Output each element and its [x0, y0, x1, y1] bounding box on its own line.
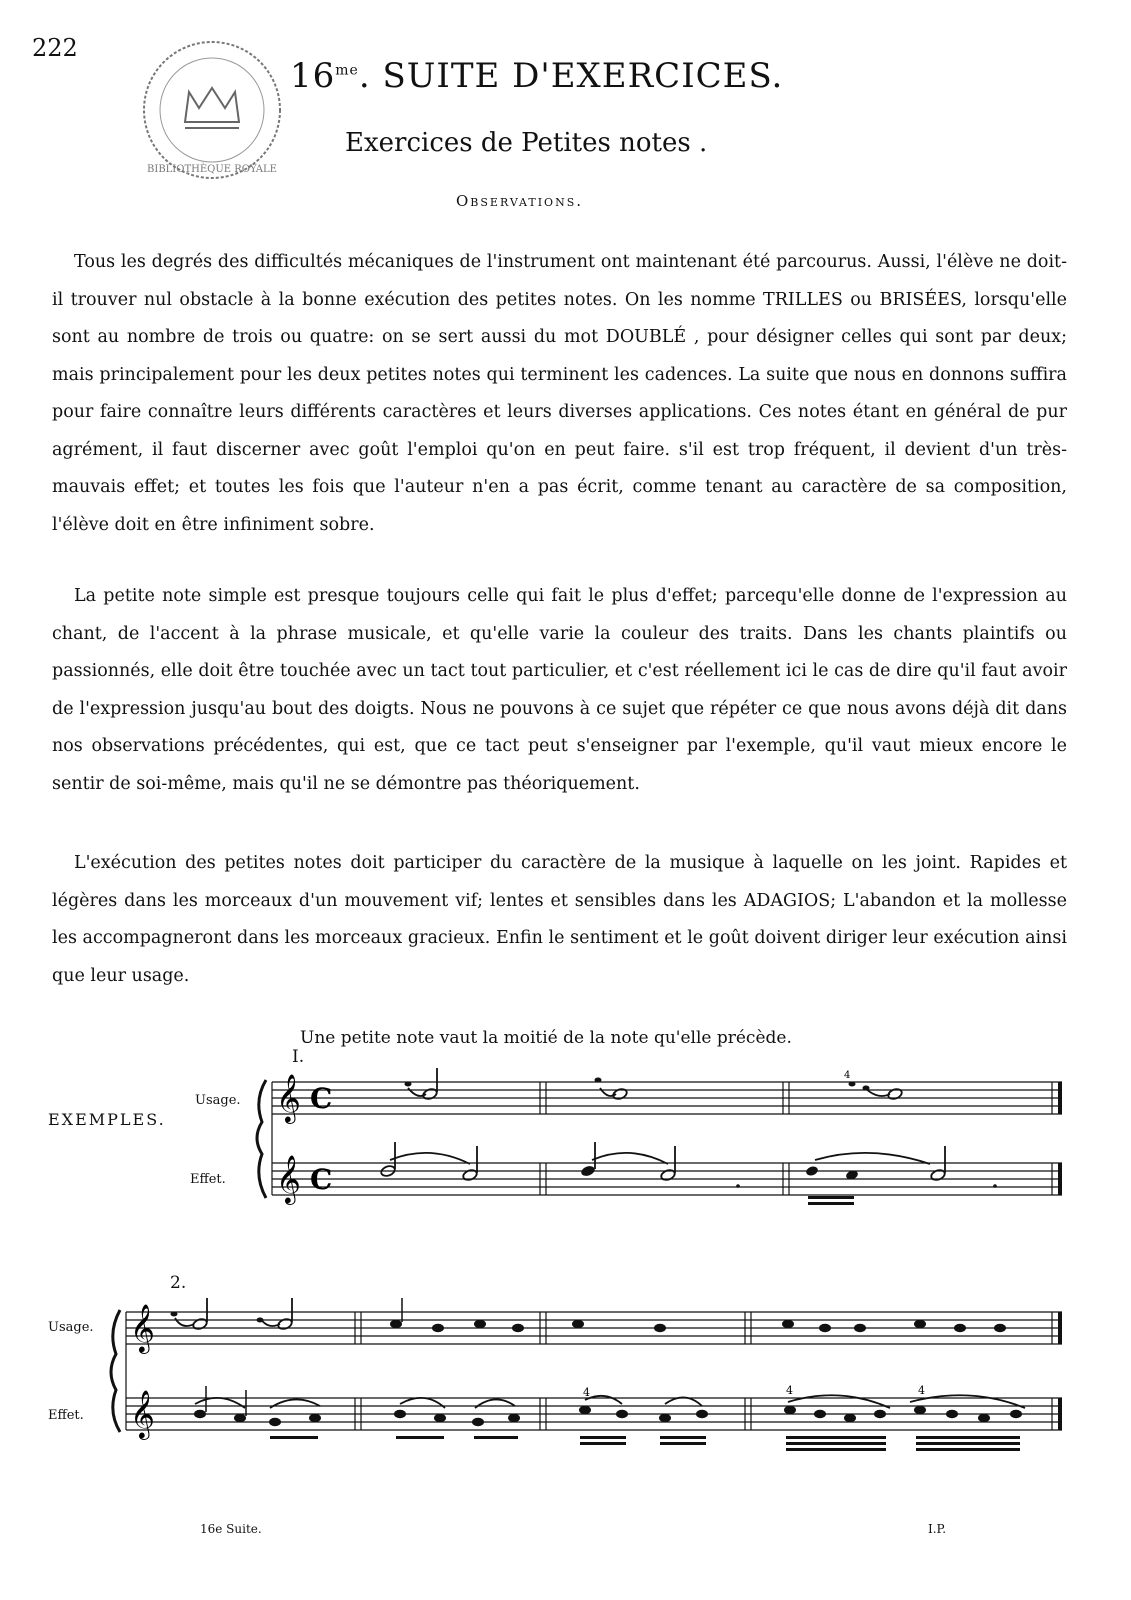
- example-1-usage-label: Usage.: [195, 1093, 241, 1108]
- note: [508, 1414, 520, 1422]
- note: [474, 1320, 486, 1328]
- slur: [585, 1396, 622, 1404]
- beam: [786, 1436, 886, 1439]
- note: [192, 1317, 208, 1330]
- example-2-effet-label: Effet.: [48, 1408, 84, 1423]
- note: [234, 1414, 246, 1422]
- treble-clef-icon: 𝄞: [276, 1073, 301, 1122]
- fingering: 4: [786, 1384, 793, 1397]
- slur: [270, 1399, 320, 1408]
- note: [580, 1164, 596, 1177]
- note: [914, 1406, 926, 1414]
- footer-publisher-mark: I.P.: [928, 1522, 947, 1536]
- library-stamp: [137, 30, 287, 190]
- grace-note: [863, 1086, 870, 1091]
- treble-clef-icon: 𝄞: [130, 1303, 155, 1352]
- beam: [916, 1436, 1020, 1439]
- beam: [660, 1442, 706, 1445]
- beam: [916, 1448, 1020, 1451]
- page-title: [290, 56, 783, 96]
- note: [844, 1414, 856, 1422]
- note: [390, 1320, 402, 1328]
- note: [696, 1410, 708, 1418]
- beam: [786, 1448, 886, 1451]
- note: [434, 1414, 446, 1422]
- examples-label: EXEMPLES.: [48, 1110, 166, 1129]
- beam: [660, 1436, 706, 1439]
- slur: [592, 1153, 668, 1164]
- note: [978, 1414, 990, 1422]
- note: [994, 1324, 1006, 1332]
- note: [462, 1168, 478, 1181]
- paragraph-1: Tous les degrés des difficultés mécaniques de l'instrument ont maintenant été parcourus. Aussi, l'élève ne doit-il trouver nul obstacle à la bonne exécution des petites notes. On les nomme TRILLES ou BRISÉES, lorsqu'elle sont au nombre de trois ou quatre: on se sert aussi du mot DOUBLÉ , pour désigner celles qui sont par deux; mais principalement pour les deux petites notes qui terminent les cadences. La suite que nous en donnons suffira pour faire connaître leurs différents caractères et leurs diverses applications. Ces notes étant en général de pur agrément, il faut discerner avec goût l'emploi qu'on en peut faire. s'il est trop fréquent, il devient d'un très-mauvais effet; et toutes les fois que l'auteur n'en a pas écrit, comme tenant au caractère de sa composition, l'élève doit en être infiniment sobre.: [52, 252, 1067, 535]
- note: [616, 1410, 628, 1418]
- note: [814, 1410, 826, 1418]
- note: [660, 1168, 676, 1181]
- beam: [474, 1436, 518, 1439]
- note: [269, 1418, 281, 1426]
- slur: [390, 1153, 470, 1164]
- example-1-effet-label: Effet.: [190, 1172, 226, 1187]
- note: [930, 1168, 946, 1181]
- example-1-number: I.: [292, 1047, 305, 1067]
- note: [194, 1410, 206, 1418]
- grace-note: [171, 1312, 178, 1317]
- note: [874, 1410, 886, 1418]
- note: [854, 1324, 866, 1332]
- treble-clef-icon: 𝄞: [130, 1389, 155, 1438]
- note: [612, 1087, 628, 1100]
- beam: [916, 1442, 1020, 1445]
- slur: [175, 1318, 194, 1326]
- note: [946, 1410, 958, 1418]
- grand-staff-brace: [111, 1310, 120, 1432]
- note: [309, 1414, 321, 1422]
- grace-note: [405, 1082, 412, 1087]
- title-text: . SUITE D'EXERCICES.: [358, 56, 784, 96]
- subtitle: Exercices de Petites notes .: [345, 128, 708, 158]
- stamp-text: BIBLIOTHÈQUE ROYALE: [147, 164, 277, 175]
- time-signature: C: [310, 1163, 333, 1196]
- crown-icon: [185, 88, 239, 128]
- fingering: 4: [844, 1070, 851, 1081]
- slur: [815, 1153, 930, 1164]
- title-ordinal: me: [335, 62, 359, 79]
- note: [654, 1324, 666, 1332]
- grace-note: [595, 1078, 602, 1083]
- beam: [808, 1196, 854, 1199]
- example-2-usage-label: Usage.: [48, 1320, 94, 1335]
- beam: [270, 1436, 318, 1439]
- note: [579, 1406, 591, 1414]
- note: [472, 1418, 484, 1426]
- time-signature: C: [310, 1082, 333, 1115]
- note: [805, 1165, 819, 1177]
- note: [659, 1414, 671, 1422]
- note: [1010, 1410, 1022, 1418]
- slur: [600, 1088, 616, 1096]
- note: [512, 1324, 524, 1332]
- fingering: 4: [918, 1384, 925, 1397]
- footer-suite-label: 16e Suite.: [200, 1522, 262, 1536]
- grace-note: [257, 1318, 264, 1323]
- treble-clef-icon: 𝄞: [276, 1154, 301, 1203]
- note: [782, 1320, 794, 1328]
- page-number: 222: [32, 34, 78, 62]
- note: [422, 1087, 438, 1100]
- slur: [408, 1088, 426, 1096]
- note: [819, 1324, 831, 1332]
- slur: [665, 1397, 702, 1406]
- beam: [580, 1442, 626, 1445]
- grace-note: [849, 1082, 856, 1087]
- paragraph-2: La petite note simple est presque toujours celle qui fait le plus d'effet; parcequ'elle donne de l'expression au chant, de l'accent à la phrase musicale, et qu'elle varie la couleur des traits. Dans les chants plaintifs ou passionnés, elle doit être touchée avec un tact tout particulier, et c'est réellement ici le cas de dire qu'il faut avoir de l'expression jusqu'au bout des doigts. Nous ne pouvons à ce sujet que répéter ce que nous avons déjà dit dans nos observations précédentes, qui est, que ce tact peut s'enseigner par l'exemple, qu'il vaut mieux encore le sentir de soi-même, mais qu'il ne se démontre pas théoriquement.: [52, 586, 1067, 794]
- beam: [396, 1436, 444, 1439]
- note: [914, 1320, 926, 1328]
- rule-caption: Une petite note vaut la moitié de la note qu'elle précède.: [300, 1028, 792, 1048]
- grand-staff-brace: [257, 1080, 266, 1198]
- note: [784, 1406, 796, 1414]
- example-2-number: 2.: [170, 1273, 187, 1293]
- beam: [808, 1202, 854, 1205]
- fingering: 4: [583, 1386, 590, 1399]
- note: [432, 1324, 444, 1332]
- paragraph-3: L'exécution des petites notes doit participer du caractère de la musique à laquelle on les joint. Rapides et légères dans les morceaux d'un mouvement vif; lentes et sensibles dans les ADAGIOS; L'abandon et la mollesse les accompagneront dans les morceaux gracieux. Enfin le sentiment et le goût doivent diriger leur exécution ainsi que leur usage.: [52, 853, 1067, 986]
- example-2-score: [100, 1290, 1080, 1465]
- example-1-score: [240, 1060, 1080, 1235]
- observations-heading: Observations.: [456, 192, 584, 210]
- note: [954, 1324, 966, 1332]
- note: [572, 1320, 584, 1328]
- note: [394, 1410, 406, 1418]
- beam: [580, 1436, 626, 1439]
- slur: [475, 1399, 515, 1408]
- beam: [786, 1442, 886, 1445]
- title-number: 16: [290, 56, 336, 96]
